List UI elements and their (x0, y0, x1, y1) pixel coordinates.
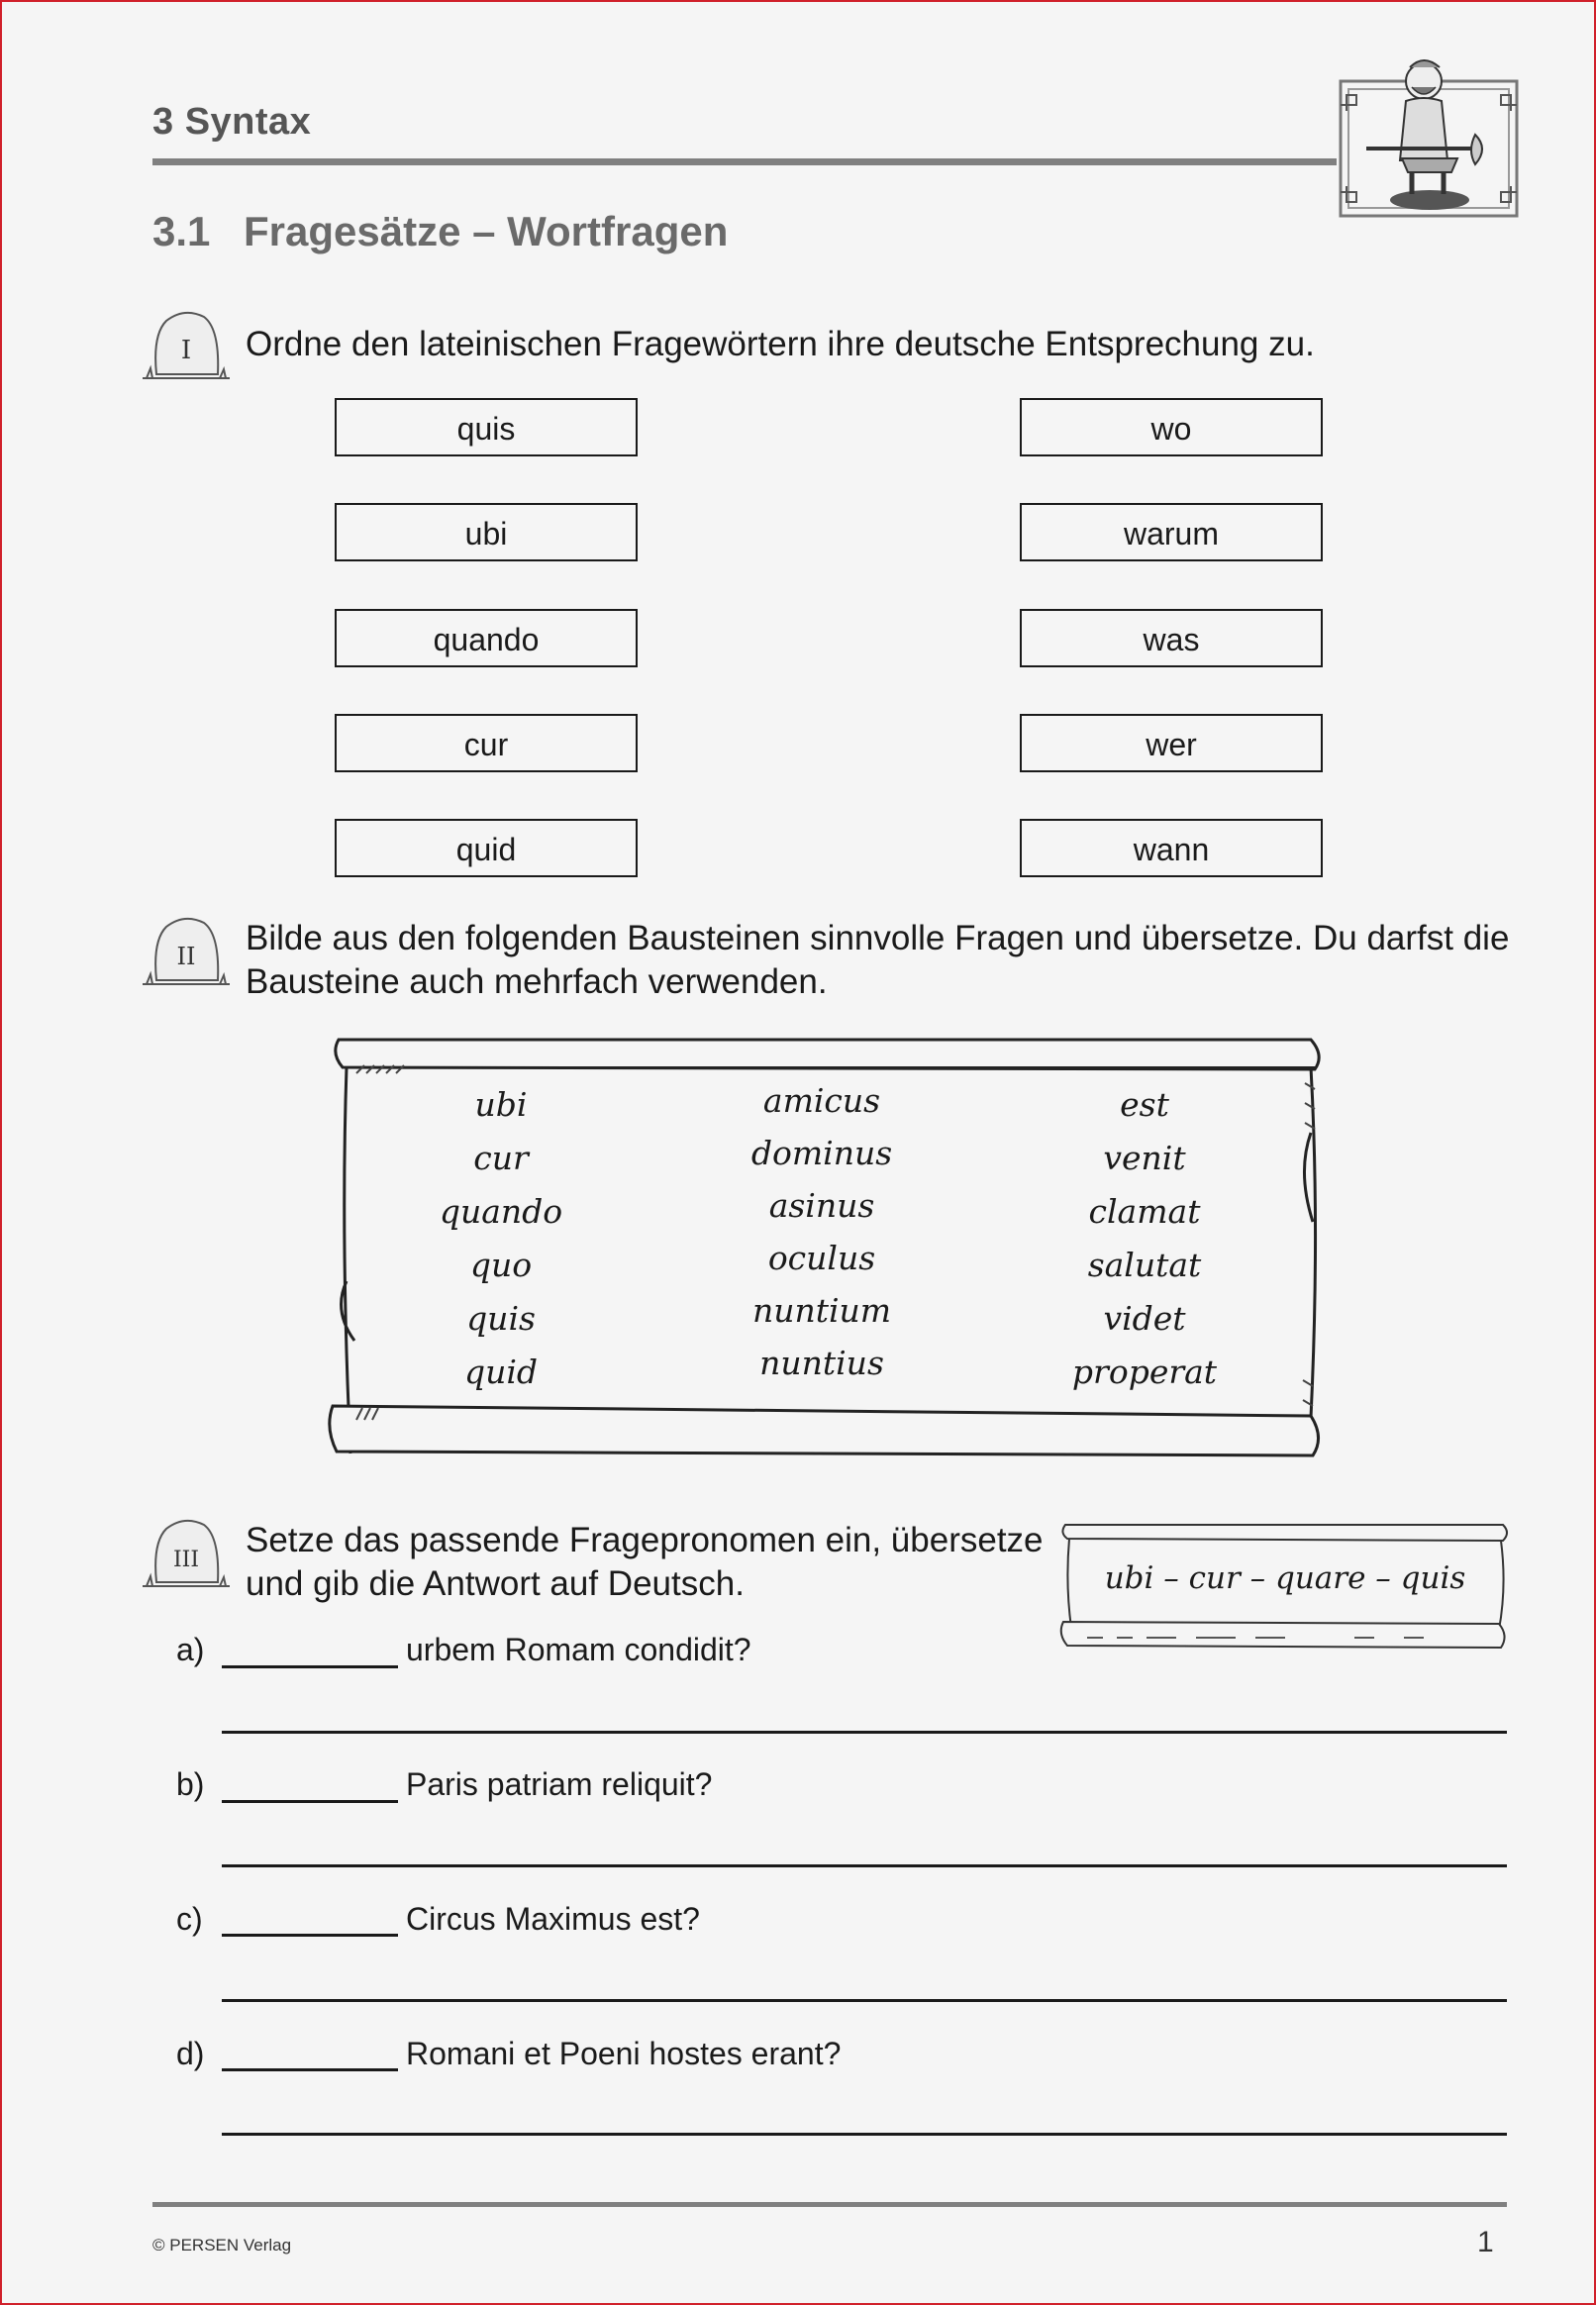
scroll-word-col3: salutat (1087, 1246, 1202, 1284)
latin-word-box[interactable]: quando (335, 609, 638, 667)
task-stone-icon (141, 309, 232, 384)
scroll-word-col3: venit (1103, 1139, 1186, 1177)
scroll-word-col1: quid (463, 1353, 539, 1391)
scroll-word-col2: oculus (767, 1239, 876, 1277)
scroll-word-col3: videt (1103, 1299, 1186, 1338)
copyright-notice: © PERSEN Verlag (152, 2236, 292, 2255)
german-word-box[interactable]: was (1020, 609, 1323, 667)
answer-line[interactable] (222, 1864, 1507, 1867)
scroll-word-col2: dominus (750, 1134, 893, 1172)
scroll-word-col2: asinus (768, 1186, 875, 1225)
task-numeral: I (180, 336, 192, 365)
task3-instruction-line1: Setze das passende Fragepronomen ein, übersetze (246, 1521, 1044, 1559)
question-label: c) (176, 1901, 203, 1937)
scroll-word-col3: est (1120, 1085, 1169, 1124)
footer-rule (152, 2202, 1507, 2207)
german-word-box[interactable]: wann (1020, 819, 1323, 877)
answer-blank[interactable] (222, 2068, 398, 2071)
answer-line[interactable] (222, 1999, 1507, 2002)
scroll-word-col1: cur (473, 1139, 529, 1177)
german-word-box[interactable]: warum (1020, 503, 1323, 561)
answer-blank[interactable] (222, 1934, 398, 1937)
latin-word-box[interactable]: quid (335, 819, 638, 877)
scroll-word-col2: nuntius (759, 1344, 884, 1382)
scroll-word-col1: quis (466, 1299, 536, 1338)
scroll-word-col2: amicus (762, 1081, 881, 1120)
answer-line[interactable] (222, 1731, 1507, 1734)
scroll-word-col1: ubi (474, 1085, 528, 1124)
task-stone-icon (141, 1517, 232, 1592)
answer-blank[interactable] (222, 1665, 398, 1668)
roman-soldier-illustration (1337, 51, 1521, 222)
task-numeral: II (176, 943, 196, 970)
chapter-rule (152, 158, 1337, 165)
question-text: Romani et Poeni hostes erant? (406, 2036, 842, 2071)
question-label: d) (176, 2036, 205, 2071)
scroll-word-col1: quando (439, 1192, 563, 1231)
question-label: a) (176, 1632, 205, 1667)
latin-word-box[interactable]: quis (335, 398, 638, 456)
scroll-word-col2: nuntium (751, 1291, 892, 1330)
scroll-word-col3: properat (1071, 1353, 1218, 1391)
scroll-word-col3: clamat (1088, 1192, 1201, 1231)
task2-instruction-line1: Bilde aus den folgenden Bausteinen sinnvolle Fragen und übersetze. Du darfst die (246, 919, 1510, 957)
section-number: 3.1 (152, 208, 211, 254)
section-heading (152, 208, 728, 255)
section-title: Fragesätze – Wortfragen (244, 208, 729, 254)
answer-blank[interactable] (222, 1800, 398, 1803)
question-text: Paris patriam reliquit? (406, 1766, 713, 1802)
task-numeral: III (172, 1548, 200, 1572)
task1-instruction: Ordne den lateinischen Fragewörtern ihre deutsche Entsprechung zu. (246, 325, 1315, 363)
task3-instruction-line2: und gib die Antwort auf Deutsch. (246, 1564, 745, 1603)
task-stone-icon (141, 915, 232, 990)
question-label: b) (176, 1766, 205, 1802)
answer-line[interactable] (222, 2133, 1507, 2136)
latin-word-box[interactable]: ubi (335, 503, 638, 561)
page-number: 1 (1477, 2226, 1494, 2258)
german-word-box[interactable]: wer (1020, 714, 1323, 772)
question-text: urbem Romam condidit? (406, 1632, 751, 1667)
question-text: Circus Maximus est? (406, 1901, 700, 1937)
german-word-box[interactable]: wo (1020, 398, 1323, 456)
scroll-word-col1: quo (469, 1246, 533, 1284)
latin-word-box[interactable]: cur (335, 714, 638, 772)
task2-instruction (246, 917, 1509, 1004)
task3-instruction (246, 1519, 1044, 1606)
word-box-text: ubi – cur – quare – quis (1104, 1560, 1466, 1596)
chapter-heading: 3 Syntax (152, 101, 312, 143)
task2-instruction-line2: Bausteine auch mehrfach verwenden. (246, 962, 828, 1001)
